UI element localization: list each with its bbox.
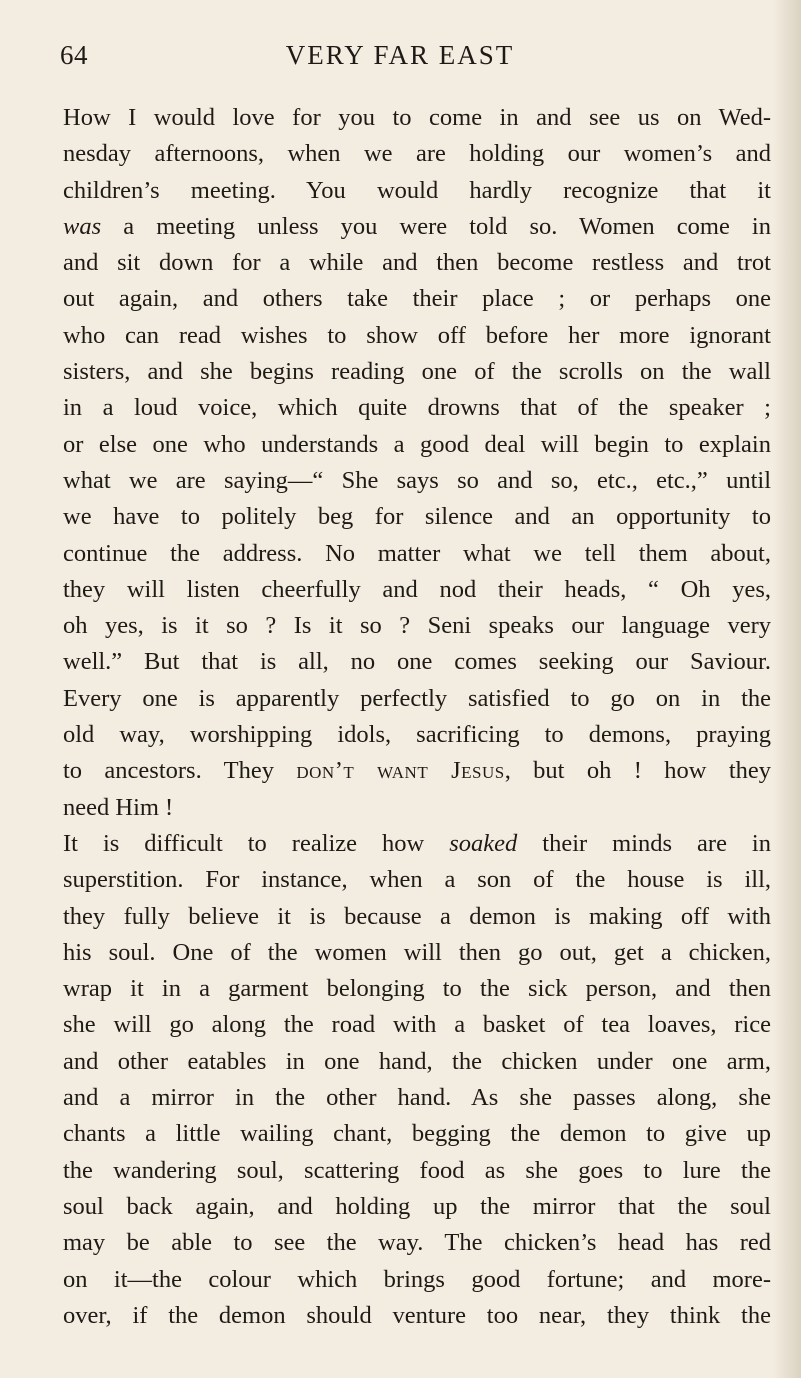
text-line: who can read wishes to show off before her more ignorant xyxy=(63,321,771,349)
text-line: the wandering soul, scattering food as she goes to lure the xyxy=(63,1156,771,1184)
text-line: or else one who understands a good deal will begin to explain xyxy=(63,430,771,458)
text-line: and sit down for a while and then become restless and trot xyxy=(63,249,771,277)
page-number: 64 xyxy=(60,40,88,70)
text-line-start: It is difficult to realize how xyxy=(63,829,450,857)
text-line: children’s meeting. You would hardly recognize that it xyxy=(63,176,771,204)
text-line: wrap it in a garment belonging to the sick person, and then xyxy=(63,975,771,1003)
text-line xyxy=(63,753,771,789)
text-line: How I would love for you to come in and see us on Wed- xyxy=(63,104,771,131)
text-line: they fully believe it is because a demon is making off with xyxy=(63,902,771,930)
body-text xyxy=(63,100,771,1334)
text-line: on it—the colour which brings good fortune; and more- xyxy=(63,1265,771,1293)
text-line xyxy=(63,826,771,862)
text-line: out again, and others take their place ; or perhaps one xyxy=(63,285,771,313)
text-line: what we are saying—“ She says so and so, etc., etc.,” until xyxy=(63,466,771,494)
text-line: well.” But that is all, no one comes seeking our Saviour. xyxy=(63,648,771,676)
text-line: nesday afternoons, when we are holding our women’s and xyxy=(63,140,771,168)
text-line-rest: , but oh ! how they xyxy=(504,757,772,785)
text-line: she will go along the road with a basket of tea loaves, rice xyxy=(63,1011,771,1039)
small-caps-emphasis: don’t want Jesus xyxy=(296,757,505,785)
text-line-rest: a meeting unless you were told so. Women come in xyxy=(101,212,771,240)
running-title: VERY FAR EAST xyxy=(285,40,515,70)
text-line: over, if the demon should venture too near, they think the xyxy=(63,1301,771,1329)
text-line: need Him ! xyxy=(63,793,174,821)
text-line: continue the address. No matter what we tell them about, xyxy=(63,539,771,567)
text-line: and other eatables in one hand, the chicken under one arm, xyxy=(63,1047,771,1075)
text-line: sisters, and she begins reading one of the scrolls on the wall xyxy=(63,358,771,386)
text-line: in a loud voice, which quite drowns that of the speaker ; xyxy=(63,394,771,422)
text-line: his soul. One of the women will then go out, get a chicken, xyxy=(63,938,771,966)
text-line: oh yes, is it so ? Is it so ? Seni speaks our language very xyxy=(63,612,771,640)
text-line: we have to politely beg for silence and an opportunity to xyxy=(63,503,771,531)
text-line: chants a little wailing chant, begging the demon to give up xyxy=(63,1120,771,1148)
page-header xyxy=(60,40,740,88)
text-line: may be able to see the way. The chicken’s head has red xyxy=(63,1229,771,1257)
text-line: and a mirror in the other hand. As she passes along, she xyxy=(63,1084,771,1112)
text-line-start: to ancestors. They xyxy=(63,757,297,785)
page-edge-shadow xyxy=(773,0,801,1378)
text-line: old way, worshipping idols, sacrificing to demons, praying xyxy=(63,721,771,749)
italic-emphasis: was xyxy=(63,212,102,240)
text-line: superstition. For instance, when a son of the house is ill, xyxy=(63,866,771,894)
italic-emphasis: soaked xyxy=(449,829,518,857)
text-line: soul back again, and holding up the mirror that the soul xyxy=(63,1192,771,1220)
text-line: Every one is apparently perfectly satisfied to go on in the xyxy=(63,684,771,712)
text-line: they will listen cheerfully and nod their heads, “ Oh yes, xyxy=(63,575,771,603)
text-line-rest: their minds are in xyxy=(517,829,771,857)
text-line xyxy=(63,209,771,245)
